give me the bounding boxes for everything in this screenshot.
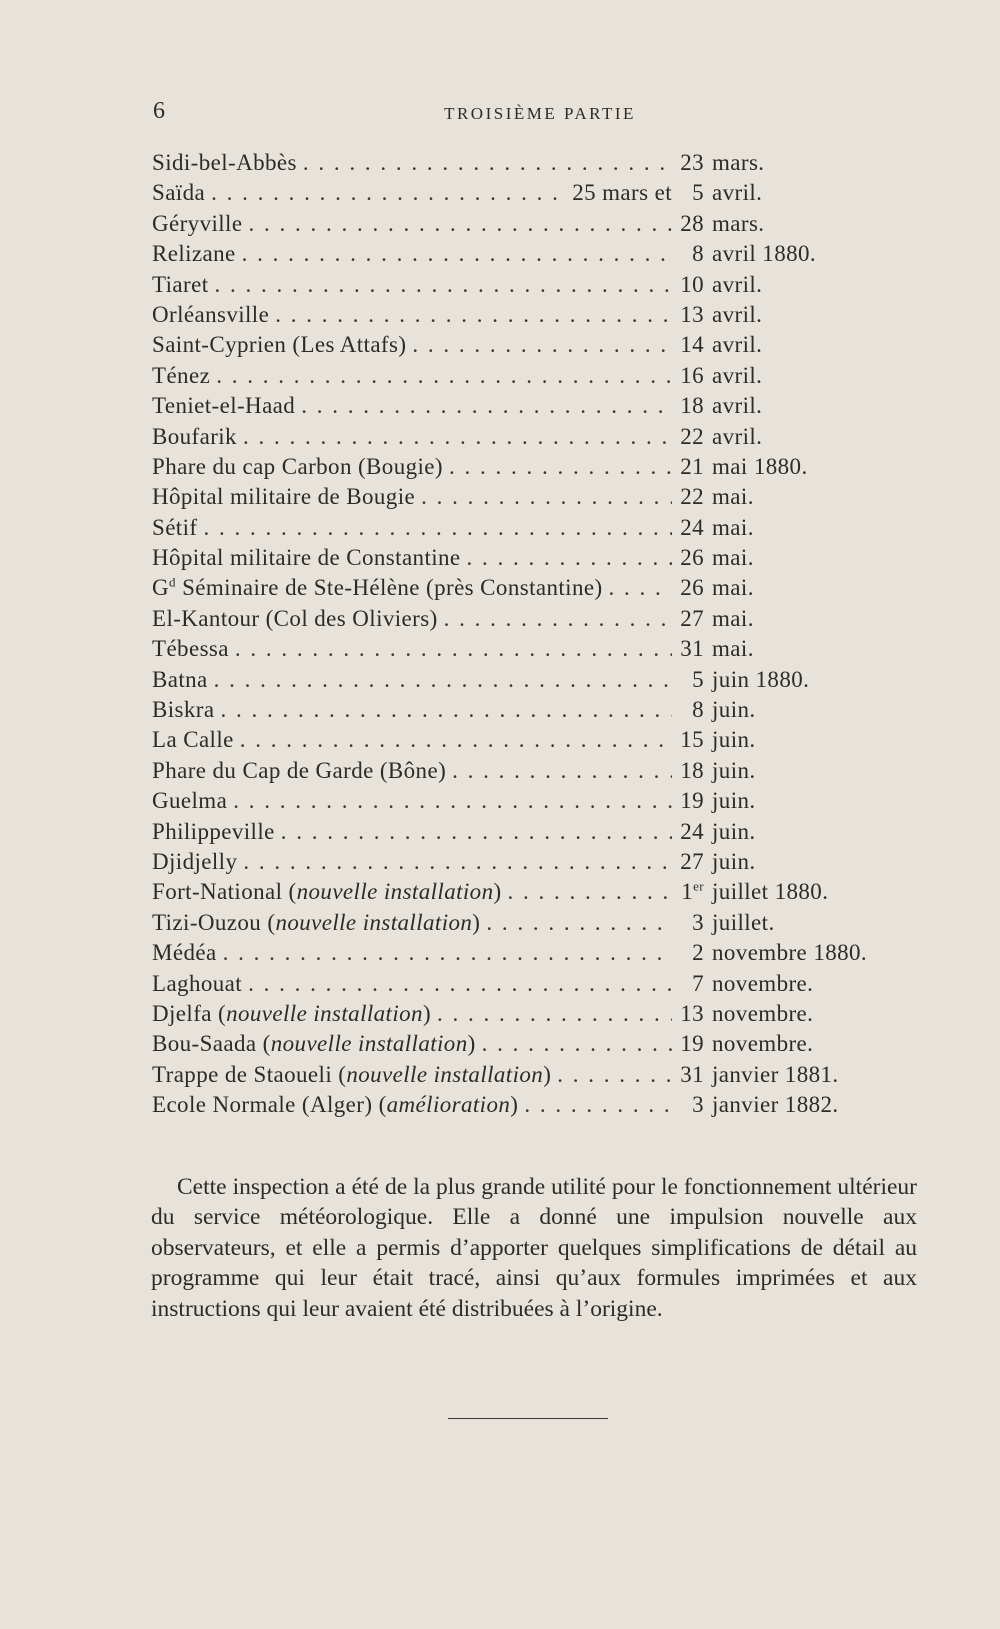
station-place [152,847,672,877]
inspection-day [652,270,704,300]
list-item [152,239,912,269]
inspection-month: novembre 1880. [712,940,868,966]
station-name [152,604,438,634]
inspection-day [652,786,704,816]
inspection-month: mai. [712,545,754,571]
station-name [152,300,269,330]
station-inspection-list [152,148,912,1121]
dot-leader [215,270,673,300]
inspection-month: mars. [712,210,765,236]
closing-rule [448,1418,608,1419]
station-place [152,817,672,847]
list-item [152,573,912,603]
dot-leader [486,908,672,938]
inspection-day-number: 18 [680,393,704,419]
inspection-month: avril. [712,301,763,327]
inspection-day [652,695,704,725]
station-name [152,239,236,269]
station-name [152,391,295,421]
station-note: nouvelle installation [296,879,494,905]
station-name-text: Médéa [152,940,217,966]
inspection-day [652,391,704,421]
station-name-text: Hôpital militaire de Constantine [152,545,461,571]
station-name [152,665,208,695]
inspection-day [652,938,704,968]
inspection-month: juin. [712,757,756,783]
list-item [152,482,912,512]
station-name-text: Tiaret [152,271,209,297]
inspection-day-number: 7 [692,970,704,996]
dot-leader [281,817,672,847]
station-name-superscript: d [169,574,176,590]
list-item [152,361,912,391]
station-place [152,573,672,603]
inspection-month: mai. [712,605,754,631]
list-item [152,969,912,999]
list-item [152,209,912,239]
station-name-text: Boufarik [152,423,237,449]
station-name [152,725,234,755]
inspection-day [652,300,704,330]
station-name [152,209,242,239]
station-place [152,786,672,816]
dot-leader [452,756,672,786]
station-name [152,513,197,543]
station-name-text: Batna [152,666,208,692]
dot-leader [303,148,672,178]
list-item [152,452,912,482]
station-name-text: La Calle [152,727,234,753]
station-name-text: Saint-Cyprien (Les Attafs) [152,332,407,358]
inspection-day-number: 1 [681,879,694,905]
inspection-month: avril. [712,393,763,419]
inspection-day-number: 24 [680,514,704,540]
station-place [152,938,672,968]
inspection-day-number: 22 [680,423,704,449]
station-place [152,330,672,360]
station-place [152,969,672,999]
list-item [152,330,912,360]
inspection-day [652,908,704,938]
dot-leader [248,969,672,999]
list-item [152,847,912,877]
station-name-text: Orléansville [152,301,270,327]
inspection-day-number: 5 [692,180,704,206]
station-place [152,361,672,391]
inspection-month: juillet 1880. [712,879,829,905]
station-name [152,695,214,725]
station-note: nouvelle installation [346,1061,544,1087]
inspection-day-number: 31 [680,1061,704,1087]
station-place [152,1090,672,1120]
inspection-day-number: 13 [680,301,704,327]
list-item [152,908,912,938]
inspection-day [652,543,704,573]
station-name-text: Guelma [152,788,228,814]
inspection-day [652,178,704,208]
inspection-month: juin. [712,818,756,844]
station-name: Fort-National (nouvelle installation) [152,879,502,905]
station-name-text: Hôpital militaire de Bougie [152,484,416,510]
list-item [152,634,912,664]
inspection-day-number: 31 [680,636,704,662]
station-place [152,300,672,330]
list-item [152,786,912,816]
inspection-day [652,756,704,786]
dot-leader [412,330,672,360]
inspection-day [652,847,704,877]
inspection-day-number: 24 [680,818,704,844]
station-note: nouvelle installation [275,909,473,935]
dot-leader [242,239,672,269]
inspection-month: novembre. [712,970,814,996]
inspection-day-number: 22 [680,484,704,510]
dot-leader [243,847,672,877]
inspection-day-number: 27 [680,848,704,874]
inspection-month: juin. [712,788,756,814]
dot-leader [211,178,566,208]
station-name [152,330,406,360]
list-item [152,513,912,543]
station-place [152,908,672,938]
inspection-day [652,513,704,543]
inspection-month: juin 1880. [712,666,810,692]
station-place [152,239,672,269]
station-name-text: Sidi-bel-Abbès [152,150,297,175]
list-item [152,1060,912,1090]
station-name: Bou-Saada (nouvelle installation) [152,1031,476,1057]
station-name-text: Ténez [152,362,211,388]
inspection-day-number: 10 [680,271,704,297]
dot-leader [437,999,672,1029]
inspection-day [652,1090,704,1120]
station-name [152,969,242,999]
station-name-text: Phare du cap Carbon (Bougie) [152,453,443,479]
list-item [152,422,912,452]
list-item [152,391,912,421]
inspection-day [652,999,704,1029]
station-note: nouvelle installation [226,1000,423,1026]
inspection-day [652,148,704,178]
inspection-month: janvier 1882. [712,1092,839,1118]
dot-leader [223,938,672,968]
station-name-text: Phare du Cap de Garde (Bône) [152,757,447,783]
station-name-text: Djelfa [152,1000,212,1026]
station-name [152,543,461,573]
dot-leader [444,604,672,634]
station-name-text: Djidjelly [152,848,238,874]
inspection-month: mars. [712,150,765,175]
station-place [152,513,672,543]
inspection-month: juin. [712,848,756,874]
dot-leader [203,513,672,543]
station-place [152,209,672,239]
dot-leader [508,877,672,907]
inspection-month: avril. [712,423,763,449]
inspection-month: novembre. [712,1000,814,1026]
inspection-day-number: 8 [692,241,704,267]
inspection-day [652,817,704,847]
inspection-day-number: 26 [680,575,704,601]
station-name [152,847,237,877]
dot-leader [233,786,672,816]
list-item [152,270,912,300]
station-name-text: Fort-National [152,879,283,905]
inspection-day [652,877,704,907]
inspection-day [652,1060,704,1090]
dot-leader [482,1029,672,1059]
station-note: nouvelle installation [270,1031,468,1057]
list-item [152,817,912,847]
inspection-day [652,604,704,634]
inspection-day-number: 8 [692,697,704,723]
station-place [152,604,672,634]
body-paragraph: Cette inspection a été de la plus grande utilité pour le fonctionnement ultérieur du service météorologique. Elle a donné une impulsion nouvelle aux observateurs, et elle a permis d’apporter quelques simplifications de détail au programme qui leur était tracé, ainsi qu’aux formules imprimées et aux instructions qui leur avaient été distribuées à l’origine. [151,1173,917,1322]
station-place [152,452,672,482]
station-name: Ecole Normale (Alger) (amélioration) [152,1092,519,1118]
inspection-month: avril. [712,332,763,358]
dot-leader [214,665,672,695]
station-place [152,482,672,512]
station-name-text: Bou-Saada [152,1031,257,1057]
station-name-text: Relizane [152,241,236,267]
station-name-text: Sétif [152,514,198,540]
inspection-month: avril. [712,180,763,206]
inspection-day [652,330,704,360]
dot-leader [467,543,672,573]
inspection-day-number: 15 [680,727,704,753]
station-name-text: Laghouat [152,970,243,996]
inspection-month: avril. [712,362,763,388]
station-extra-date: 25 mars et [572,180,672,206]
inspection-day [652,634,704,664]
inspection-month: avril. [712,271,763,297]
list-item [152,665,912,695]
station-name-text: Philippeville [152,818,275,844]
station-name-text: Géryville [152,210,243,236]
list-item [152,1090,912,1120]
inspection-day [652,452,704,482]
inspection-day [652,969,704,999]
list-item [152,999,912,1029]
running-head: TROISIÈME PARTIE [444,104,636,123]
dot-leader [216,361,672,391]
station-name: Trappe de Staoueli (nouvelle installation) [152,1061,552,1087]
station-name-text: Biskra [152,697,215,723]
inspection-day [652,361,704,391]
inspection-month: mai. [712,514,754,540]
station-note: amélioration [386,1092,511,1118]
dot-leader [248,209,672,239]
station-place [152,422,672,452]
station-name-text: Teniet-el-Haad [152,393,296,419]
inspection-month: juillet. [712,909,775,935]
list-item [152,148,912,178]
station-name [152,361,210,391]
dot-leader [235,634,672,664]
station-name-text: Ecole Normale (Alger) [152,1092,373,1118]
station-name-text: G [152,575,170,601]
station-name [152,756,446,786]
station-place [152,148,672,178]
inspection-day [652,725,704,755]
station-place [152,1029,672,1059]
list-item [152,178,912,208]
inspection-day-number: 13 [680,1000,704,1026]
inspection-day-number: 28 [680,210,704,236]
station-name-text: Trappe de Staoueli [152,1061,333,1087]
station-name [152,938,217,968]
station-place [152,999,672,1029]
list-item [152,725,912,755]
station-name [152,634,229,664]
station-name [152,786,227,816]
station-name-rest: Séminaire de Ste-Hélène (près Constantine) [175,575,603,601]
inspection-day-number: 16 [680,362,704,388]
inspection-month: novembre. [712,1031,814,1057]
inspection-day [652,239,704,269]
inspection-day-number: 23 [680,150,704,175]
dot-leader [524,1090,672,1120]
station-name-text: El-Kantour (Col des Oliviers) [152,605,438,631]
station-place [152,270,672,300]
dot-leader [421,482,672,512]
station-place [152,665,672,695]
station-name [152,573,603,603]
inspection-day-number: 3 [692,1092,704,1118]
list-item [152,543,912,573]
inspection-month: juin. [712,727,756,753]
inspection-month: janvier 1881. [712,1061,839,1087]
inspection-month: avril 1880. [712,241,817,267]
station-place [152,1060,672,1090]
list-item [152,938,912,968]
inspection-day [652,482,704,512]
list-item [152,604,912,634]
list-item [152,756,912,786]
station-name-text: Saïda [152,180,206,206]
station-place [152,634,672,664]
station-name [152,148,297,178]
inspection-month: mai. [712,484,754,510]
inspection-day-number: 3 [692,909,704,935]
inspection-month: mai. [712,636,754,662]
inspection-day-number: 27 [680,605,704,631]
station-place [152,725,672,755]
station-name [152,178,205,208]
list-item [152,695,912,725]
station-name [152,482,415,512]
dot-leader [449,452,672,482]
inspection-day [652,1029,704,1059]
station-place [152,543,672,573]
inspection-day [652,422,704,452]
inspection-day-number: 19 [680,788,704,814]
inspection-day [652,665,704,695]
inspection-day [652,209,704,239]
list-item [152,1029,912,1059]
inspection-day [652,573,704,603]
dot-leader [301,391,672,421]
inspection-day-number: 21 [680,453,704,479]
station-place [152,695,672,725]
station-name [152,452,443,482]
inspection-month: juin. [712,697,756,723]
inspection-day-superscript: er [693,878,704,894]
station-place [152,877,672,907]
station-name-text: Tizi-Ouzou [152,909,262,935]
inspection-month: mai. [712,575,754,601]
dot-leader [243,422,672,452]
inspection-day-number: 5 [692,666,704,692]
station-name [152,422,237,452]
inspection-month: mai 1880. [712,453,808,479]
page-number: 6 [153,98,165,124]
inspection-day-number: 18 [680,757,704,783]
inspection-day-number: 14 [680,332,704,358]
station-name-text: Tébessa [152,636,229,662]
list-item [152,300,912,330]
station-place [152,391,672,421]
station-name [152,270,209,300]
station-place [152,178,672,208]
station-place [152,756,672,786]
inspection-day-number: 26 [680,545,704,571]
station-name: Djelfa (nouvelle installation) [152,1000,432,1026]
list-item [152,877,912,907]
station-name: Tizi-Ouzou (nouvelle installation) [152,909,481,935]
dot-leader [220,695,672,725]
dot-leader [275,300,672,330]
station-name [152,817,275,847]
inspection-day-number: 2 [692,940,704,966]
inspection-day-number: 19 [680,1031,704,1057]
dot-leader [240,725,672,755]
